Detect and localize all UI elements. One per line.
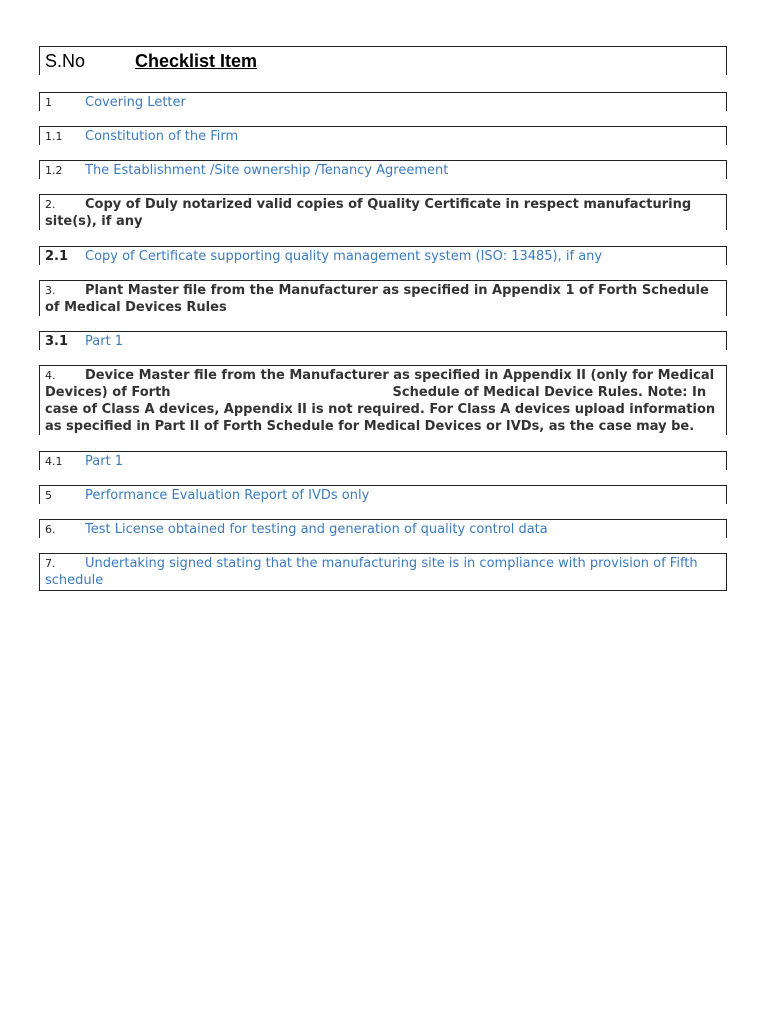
row-text: Device Master file from the Manufacturer as specified in Appendix II (only for Medical Devices) of Forth [45, 368, 715, 400]
row-text: Test License obtained for testing and generation of quality control data [85, 522, 548, 537]
row-text: The Establishment /Site ownership /Tenancy Agreement [85, 163, 449, 178]
row-number: 6. [45, 523, 56, 536]
row-text: Copy of Duly notarized valid copies of Quality Certificate in respect manufacturing site(s), if any [45, 197, 692, 229]
checklist-row-2-1 [39, 246, 727, 265]
row-text: Plant Master file from the Manufacturer as specified in Appendix 1 of Forth Schedule of Medical Devices Rules [45, 283, 709, 315]
checklist-row-6 [39, 519, 727, 538]
checklist-item-column-header: Checklist Item [135, 51, 258, 71]
row-number: 1.2 [45, 164, 63, 177]
row-text: Part 1 [85, 454, 124, 469]
checklist-row-4 [39, 365, 727, 435]
row-text: Performance Evaluation Report of IVDs only [85, 488, 370, 503]
sno-column-header: S.No [45, 51, 86, 71]
checklist-row-4-1 [39, 451, 727, 470]
row-text: Covering Letter [85, 95, 186, 110]
checklist-row-3-1 [39, 331, 727, 350]
row-number: 4.1 [45, 455, 63, 468]
row-number: 1 [45, 96, 52, 109]
row-text: Copy of Certificate supporting quality management system (ISO: 13485), if any [85, 249, 603, 264]
checklist-row-1-1 [39, 126, 727, 145]
checklist-row-7 [39, 553, 727, 591]
row-number: 7. [45, 557, 56, 570]
row-text: Part 1 [85, 334, 124, 349]
row-number: 2. [45, 198, 56, 211]
checklist-row-5 [39, 485, 727, 504]
row-number: 3.1 [45, 334, 69, 349]
row-number: 2.1 [45, 249, 69, 264]
row-text: Constitution of the Firm [85, 129, 239, 144]
checklist-row-1-2 [39, 160, 727, 179]
row-number: 4. [45, 369, 56, 382]
row-text-continued: Schedule of Medical Device Rules. Note: In case of Class A devices, Appendix II is not required. For Class A devices upload information as specified in Part II of Forth Schedule for Medical Devices or IVDs, as the case may be. [45, 385, 716, 434]
row-number: 1.1 [45, 130, 63, 143]
row-number: 5 [45, 489, 52, 502]
checklist-row-1 [39, 92, 727, 111]
checklist-header [39, 46, 727, 75]
row-number: 3. [45, 284, 56, 297]
checklist-row-2 [39, 194, 727, 230]
checklist-row-3 [39, 280, 727, 316]
row-text: Undertaking signed stating that the manufacturing site is in compliance with provision of Fifth schedule [45, 556, 698, 588]
